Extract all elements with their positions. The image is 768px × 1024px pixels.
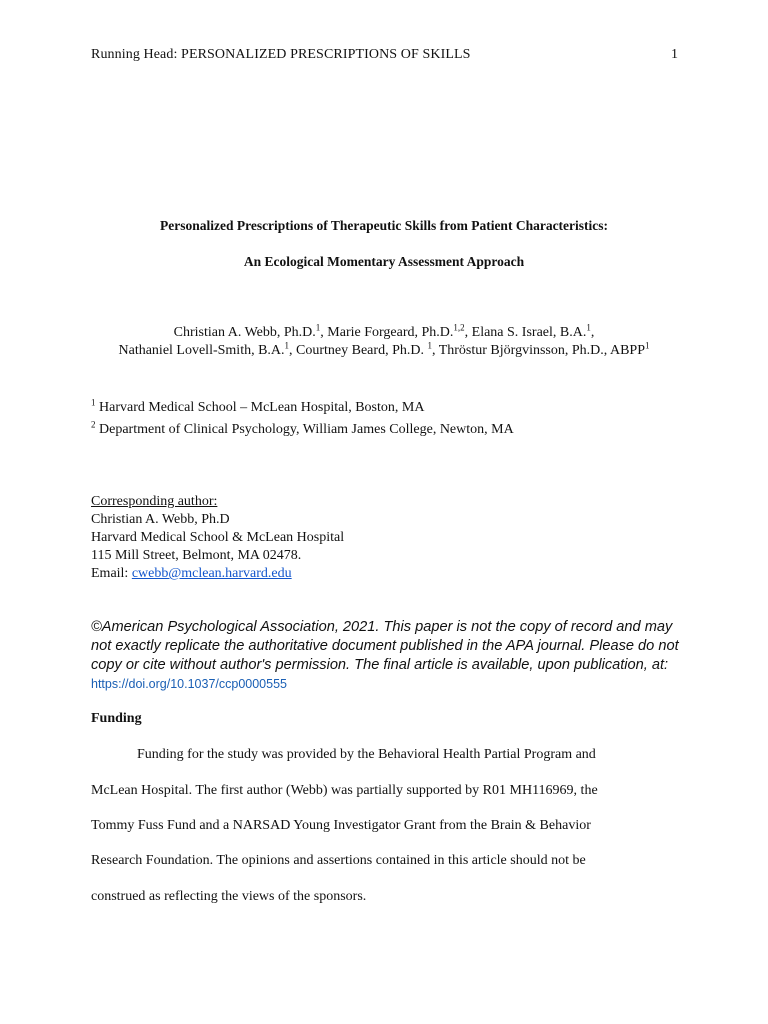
page-number: 1 [671,47,678,62]
author-affiliation-marker: 1 [586,322,591,333]
affiliation-text: Department of Clinical Psychology, William James College, Newton, MA [95,422,514,437]
corresponding-author-email-line [91,565,292,583]
funding-heading: Funding [91,711,142,726]
affiliation-1 [91,397,425,416]
email-label: Email: [91,566,132,581]
author-affiliation-marker: 1 [284,340,290,351]
email-link[interactable]: cwebb@mclean.harvard.edu [131,566,292,581]
author-name: , Thröstur Björgvinsson, Ph.D., ABPP [431,343,645,358]
affiliation-marker: 1 [91,397,96,408]
paper-title-line-2: An Ecological Momentary Assessment Approach [243,254,525,269]
author-affiliation-marker: 1,2 [453,322,465,333]
author-affiliation-marker: 1 [427,340,432,351]
doi-link[interactable]: https://doi.org/10.1037/ccp0000555 [91,677,287,691]
affiliation-2 [91,419,514,438]
authors-line-2 [0,340,768,359]
corresponding-author-institution: Harvard Medical School & McLean Hospital [91,530,345,545]
author-name: Nathaniel Lovell-Smith, B.A. [118,343,285,358]
author-separator: , [590,325,595,340]
running-head: Running Head: PERSONALIZED PRESCRIPTIONS OF SKILLS [91,47,471,62]
paper-title-line-1: Personalized Prescriptions of Therapeutic Skills from Patient Characteristics: [159,218,609,233]
author-affiliation-marker: 1 [645,340,650,351]
author-name: , Courtney Beard, Ph.D. [289,343,428,358]
authors-line-1 [0,322,768,341]
funding-paragraph-line: Research Foundation. The opinions and assertions contained in this article should not be [91,853,586,868]
corresponding-author-address: 115 Mill Street, Belmont, MA 02478. [91,548,302,563]
corresponding-author-name: Christian A. Webb, Ph.D [91,512,230,527]
copyright-notice [91,618,681,694]
funding-paragraph-line: Funding for the study was provided by the Behavioral Health Partial Program and [137,747,596,762]
author-name: Christian A. Webb, Ph.D. [173,325,316,340]
affiliation-marker: 2 [91,419,96,430]
author-name: , Marie Forgeard, Ph.D. [320,325,454,340]
author-name: , Elana S. Israel, B.A. [464,325,587,340]
author-affiliation-marker: 1 [315,322,321,333]
corresponding-author-heading: Corresponding author: [91,494,218,509]
copyright-text: ©American Psychological Association, 2021. This paper is not the copy of record and may not exactly replicate the authoritative document published in the APA journal. Please do not copy or cite without author's permission. The final article is available, upon publication, at: [91,619,679,673]
funding-paragraph-line: McLean Hospital. The first author (Webb) was partially supported by R01 MH116969, the [91,783,598,798]
funding-paragraph-line: Tommy Fuss Fund and a NARSAD Young Investigator Grant from the Brain & Behavior [91,818,591,833]
affiliation-text: Harvard Medical School – McLean Hospital, Boston, MA [95,400,425,415]
funding-paragraph-line: construed as reflecting the views of the sponsors. [91,889,367,904]
